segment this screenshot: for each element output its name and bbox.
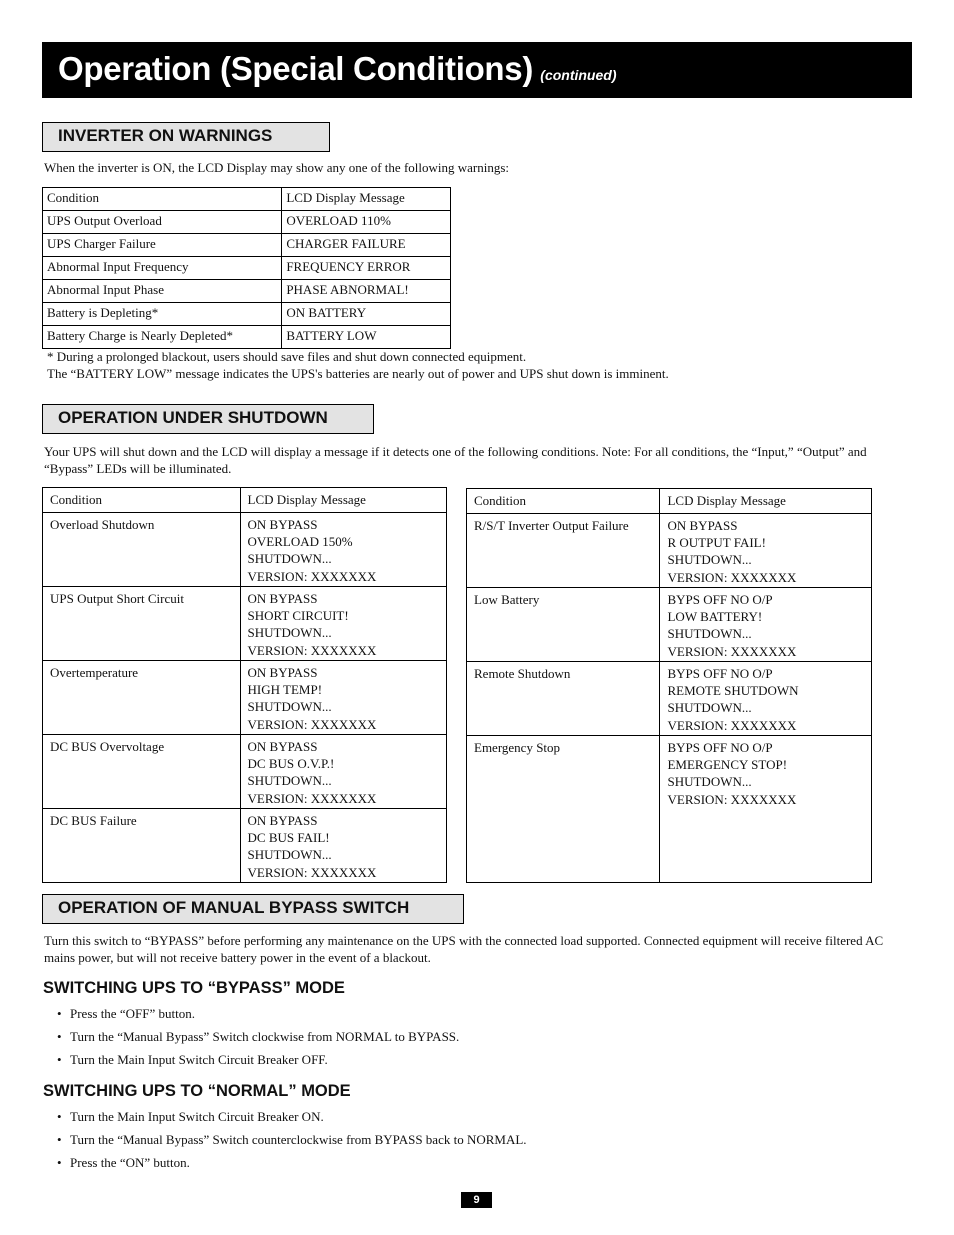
table-row xyxy=(43,809,447,883)
column-header-condition: Condition xyxy=(43,188,282,211)
page-title-bar xyxy=(42,42,912,98)
list-item xyxy=(57,1052,459,1075)
condition-cell: Emergency Stop xyxy=(467,736,660,883)
message-cell: ON BATTERY xyxy=(282,303,451,326)
table-row xyxy=(43,280,451,303)
condition-cell: Battery is Depleting* xyxy=(43,303,282,326)
table-header-row xyxy=(43,188,451,211)
condition-cell: Low Battery xyxy=(467,588,660,662)
message-cell: ON BYPASS R OUTPUT FAIL! SHUTDOWN... VERSION: XXXXXXX xyxy=(660,514,872,588)
shutdown-table-left xyxy=(42,487,447,883)
step-text: Turn the Main Input Switch Circuit Breaker OFF. xyxy=(70,1052,328,1068)
table-row xyxy=(43,661,447,735)
condition-cell: Remote Shutdown xyxy=(467,662,660,736)
battery-footnote: * During a prolonged blackout, users should save files and shut down connected equipment. xyxy=(47,349,527,364)
table-row xyxy=(43,513,447,587)
message-cell: PHASE ABNORMAL! xyxy=(282,280,451,303)
bullet-icon: • xyxy=(57,1029,62,1045)
message-cell: ON BYPASS OVERLOAD 150% SHUTDOWN... VERSION: XXXXXXX xyxy=(240,513,446,587)
message-cell: BYPS OFF NO O/P LOW BATTERY! SHUTDOWN... VERSION: XXXXXXX xyxy=(660,588,872,662)
column-header-condition: Condition xyxy=(467,489,660,514)
condition-cell: R/S/T Inverter Output Failure xyxy=(467,514,660,588)
page-title: Operation (Special Conditions) xyxy=(58,50,534,87)
to-bypass-heading: SWITCHING UPS TO “BYPASS” MODE xyxy=(43,979,345,997)
column-header-message: LCD Display Message xyxy=(282,188,451,211)
list-item xyxy=(57,1109,527,1132)
message-cell: BATTERY LOW xyxy=(282,326,451,349)
step-text: Press the “OFF” button. xyxy=(70,1006,195,1021)
message-cell: ON BYPASS DC BUS FAIL! SHUTDOWN... VERSION: XXXXXXX xyxy=(240,809,446,883)
message-cell: FREQUENCY ERROR xyxy=(282,257,451,280)
table-row xyxy=(43,587,447,661)
message-cell: OVERLOAD 110% xyxy=(282,211,451,234)
column-header-condition: Condition xyxy=(43,488,241,513)
to-normal-heading: SWITCHING UPS TO “NORMAL” MODE xyxy=(43,1082,351,1100)
condition-cell: Overtemperature xyxy=(43,661,241,735)
inverter-warnings-table xyxy=(42,187,451,349)
table-header-row xyxy=(467,489,872,514)
page-title-continued: (continued) xyxy=(540,67,617,83)
condition-cell: DC BUS Overvoltage xyxy=(43,735,241,809)
bullet-icon: • xyxy=(57,1132,62,1148)
shutdown-heading: OPERATION UNDER SHUTDOWN xyxy=(42,404,374,434)
table-row xyxy=(467,736,872,883)
list-item xyxy=(57,1029,459,1052)
condition-cell: UPS Charger Failure xyxy=(43,234,282,257)
condition-cell: UPS Output Short Circuit xyxy=(43,587,241,661)
column-header-message: LCD Display Message xyxy=(240,488,446,513)
message-cell: ON BYPASS DC BUS O.V.P.! SHUTDOWN... VERSION: XXXXXXX xyxy=(240,735,446,809)
step-text: Press the “ON” button. xyxy=(70,1155,190,1171)
condition-cell: Abnormal Input Frequency xyxy=(43,257,282,280)
bullet-icon: • xyxy=(57,1109,62,1124)
table-row xyxy=(43,257,451,280)
inverter-warnings-heading: INVERTER ON WARNINGS xyxy=(42,122,330,152)
condition-cell: DC BUS Failure xyxy=(43,809,241,883)
condition-cell: Battery Charge is Nearly Depleted* xyxy=(43,326,282,349)
list-item xyxy=(57,1155,527,1178)
table-row xyxy=(467,514,872,588)
table-row xyxy=(43,234,451,257)
table-header-row xyxy=(43,488,447,513)
message-cell: ON BYPASS HIGH TEMP! SHUTDOWN... VERSION: XXXXXXX xyxy=(240,661,446,735)
bullet-icon: • xyxy=(57,1155,62,1171)
message-cell: ON BYPASS SHORT CIRCUIT! SHUTDOWN... VERSION: XXXXXXX xyxy=(240,587,446,661)
table-row xyxy=(467,588,872,662)
inverter-warnings-intro: When the inverter is ON, the LCD Display may show any one of the following warnings: xyxy=(44,160,510,175)
bullet-icon: • xyxy=(57,1006,62,1021)
message-cell: CHARGER FAILURE xyxy=(282,234,451,257)
table-row xyxy=(467,662,872,736)
shutdown-intro: Your UPS will shut down and the LCD will display a message if it detects one of the following conditions. Note: For all conditions, the “Input,” “Output” and “Bypass” LEDs will be illuminated. xyxy=(44,444,867,476)
step-text: Turn the Main Input Switch Circuit Breaker ON. xyxy=(70,1109,324,1124)
shutdown-table-right xyxy=(466,488,872,883)
to-bypass-steps xyxy=(57,1006,459,1076)
bypass-switch-heading: OPERATION OF MANUAL BYPASS SWITCH xyxy=(42,894,464,924)
page-number: 9 xyxy=(461,1192,492,1208)
bypass-switch-intro: Turn this switch to “BYPASS” before performing any maintenance on the UPS with the connected load supported. Connected equipment will receive filtered AC mains power, but will not receive battery power in the event of a blackout. xyxy=(44,933,884,965)
table-row xyxy=(43,735,447,809)
table-row xyxy=(43,211,451,234)
column-header-message: LCD Display Message xyxy=(660,489,872,514)
bullet-icon: • xyxy=(57,1052,62,1068)
condition-cell: Abnormal Input Phase xyxy=(43,280,282,303)
table-row xyxy=(43,326,451,349)
condition-cell: Overload Shutdown xyxy=(43,513,241,587)
battery-low-note: The “BATTERY LOW” message indicates the UPS's batteries are nearly out of power and UPS shut down is imminent. xyxy=(47,366,669,381)
list-item xyxy=(57,1132,527,1155)
step-text: Turn the “Manual Bypass” Switch clockwise from NORMAL to BYPASS. xyxy=(70,1029,460,1045)
message-cell: BYPS OFF NO O/P REMOTE SHUTDOWN SHUTDOWN... VERSION: XXXXXXX xyxy=(660,662,872,736)
to-normal-steps xyxy=(57,1109,527,1179)
table-row xyxy=(43,303,451,326)
condition-cell: UPS Output Overload xyxy=(43,211,282,234)
list-item xyxy=(57,1006,459,1029)
step-text: Turn the “Manual Bypass” Switch counterclockwise from BYPASS back to NORMAL. xyxy=(70,1132,527,1148)
message-cell: BYPS OFF NO O/P EMERGENCY STOP! SHUTDOWN... VERSION: XXXXXXX xyxy=(660,736,872,883)
